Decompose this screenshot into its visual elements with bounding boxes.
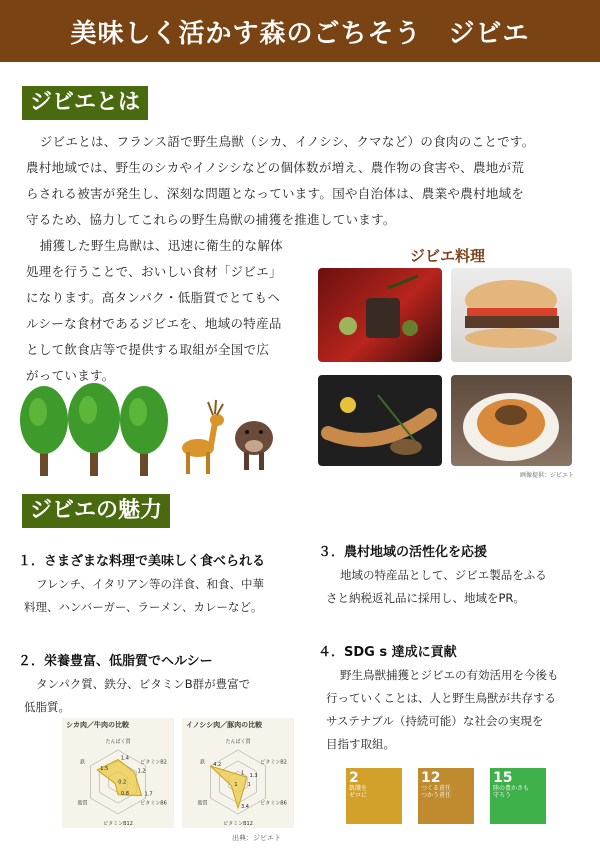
radar-value-label: 1.4 [121, 755, 129, 762]
radar-axis-label: 鉄 [79, 759, 86, 766]
radar-chart-deer [62, 718, 174, 828]
text-line: 行っていくことは、人と野生鳥獣が共存する [326, 691, 556, 705]
sdg-goal-12-icon [418, 768, 474, 824]
radar-value-label: 1 [234, 781, 238, 788]
radar-value-label: 4.2 [213, 762, 222, 768]
radar-axis-label: 脂質 [197, 800, 208, 807]
text-line: 守るため、協力してこれらの野生鳥獣の捕獲を推進しています。 [26, 212, 396, 227]
dish-illustration [451, 268, 572, 362]
section-heading-about: ジビエとは [22, 86, 148, 120]
radar-value-label: 0.2 [118, 779, 127, 786]
dish-photo-burger [451, 268, 572, 362]
radar-value-label: 1.2 [137, 768, 146, 775]
item-text [18, 573, 308, 619]
text-line: ジビエとは、フランス語で野生鳥獣（シカ、イノシシ、クマなど）の食肉のことです。 [39, 134, 535, 149]
sdg-goal-2-icon [346, 768, 402, 824]
radar-value-label: 1 [241, 770, 245, 777]
text-line: ルシーな食材であるジビエを、地域の特産品 [26, 316, 282, 331]
radar-value-label: 1.3 [249, 773, 258, 780]
text-line: フレンチ、イタリアン等の洋食、和食、中華 [36, 577, 264, 591]
deer-icon [182, 400, 224, 474]
text-line: 料理、ハンバーガー、ラーメン、カレーなど。 [24, 600, 263, 614]
radar-chart-svg [62, 732, 174, 828]
radar-chart-svg [182, 732, 294, 828]
boar-icon [235, 421, 273, 470]
sdg-number: 15 [493, 770, 513, 786]
sdg-goal-15-icon [490, 768, 546, 824]
section-heading-appeal: ジビエの魅力 [22, 494, 170, 528]
forest-animals-illustration [18, 382, 283, 478]
text-line: 処理を行うことで、おいしい食材「ジビエ」 [26, 264, 282, 279]
dish-illustration [318, 268, 442, 362]
chart-credit: 出典：ジビエト [232, 834, 281, 842]
sdg-label: 陸の豊かさも 守ろう [493, 785, 530, 799]
item-text [318, 564, 588, 610]
chart-title: シカ肉／牛肉の比較 [66, 721, 129, 729]
dish-photo-venison-steak [318, 268, 442, 362]
appeal-item-4 [318, 641, 593, 756]
item-text [318, 664, 593, 756]
radar-axis-label: ビタミンB2 [260, 759, 287, 766]
radar-axis-label: たんぱく質 [105, 739, 131, 745]
text-line: タンパク質、鉄分、ビタミンB群が豊富で [36, 677, 251, 691]
radar-value-label: 1.5 [100, 766, 109, 772]
text-line: 低脂質。 [24, 700, 70, 714]
radar-axis-label: 脂質 [77, 800, 88, 807]
text-line: 地域の特産品として、ジビエ製品をふる [340, 568, 547, 582]
text-line: がっています。 [26, 368, 115, 383]
radar-value-label: 1 [247, 781, 251, 788]
page-title: 美味しく活かす森のごちそう ジビエ [0, 0, 600, 62]
text-line: 野生鳥獣捕獲とジビエの有効活用を今後も [340, 668, 559, 682]
item-text [18, 673, 308, 719]
radar-value-label: 1.7 [144, 791, 153, 798]
radar-axis-label: ビタミンB6 [140, 800, 167, 807]
radar-axis-label: ビタミンB6 [260, 800, 287, 807]
text-line: サステナブル（持続可能）な社会の実現を [326, 714, 544, 728]
sdg-number: 12 [421, 770, 441, 786]
text-line: 捕獲した野生鳥獣は、迅速に衛生的な解体 [39, 238, 283, 253]
about-paragraph-1 [26, 129, 586, 233]
appeal-item-3 [318, 541, 588, 610]
sdg-label: つくる責任 つかう責任 [421, 785, 452, 799]
photo-credit: 画像提供：ジビエト [520, 472, 575, 479]
radar-chart-boar [182, 718, 294, 828]
radar-axis-label: たんぱく質 [225, 739, 251, 745]
dish-illustration [318, 375, 442, 466]
radar-axis-label: ビタミンB12 [223, 821, 253, 827]
sdg-number: 2 [349, 770, 359, 786]
dish-illustration [451, 375, 572, 466]
tree-icon [20, 386, 68, 476]
item-title: ２．栄養豊富、低脂質でヘルシー [18, 654, 213, 669]
appeal-item-2 [18, 650, 308, 719]
text-line: さと納税返礼品に採用し、地域をPR。 [326, 591, 525, 605]
text-line: 目指す取組。 [326, 737, 395, 751]
dish-photo-sausage [318, 375, 442, 466]
tree-icon [120, 386, 168, 476]
text-line: になります。高タンパク・低脂質でとてもヘ [26, 290, 281, 305]
chart-title: イノシシ肉／豚肉の比較 [186, 721, 263, 729]
gallery-title: ジビエ料理 [409, 247, 485, 265]
item-title: ３．農村地域の活性化を応援 [318, 545, 488, 560]
about-paragraph-2 [26, 233, 326, 389]
radar-axis-label: ビタミンB12 [103, 821, 133, 827]
radar-value-label: 3.4 [241, 803, 249, 810]
sdg-label: 飢餓を ゼロに [349, 785, 368, 799]
radar-series-area [97, 760, 141, 796]
text-line: として飲食店等で提供する取組が全国で広 [26, 342, 270, 357]
radar-axis-label: 鉄 [199, 759, 206, 766]
radar-axis-label: ビタミンB2 [140, 759, 167, 766]
dish-photo-pasta [451, 375, 572, 466]
radar-value-label: 0.8 [121, 790, 129, 797]
appeal-item-1 [18, 550, 308, 619]
item-title: １．さまざまな料理で美味しく食べられる [18, 554, 266, 569]
item-title: ４．SDG s 達成に貢献 [318, 645, 457, 660]
text-line: 農村地域では、野生のシカやイノシシなどの個体数が増え、農作物の食害や、農地が荒 [26, 160, 525, 175]
tree-icon [68, 383, 120, 476]
text-line: らされる被害が発生し、深刻な問題となっています。国や自治体は、農業や農村地域を [26, 186, 525, 201]
